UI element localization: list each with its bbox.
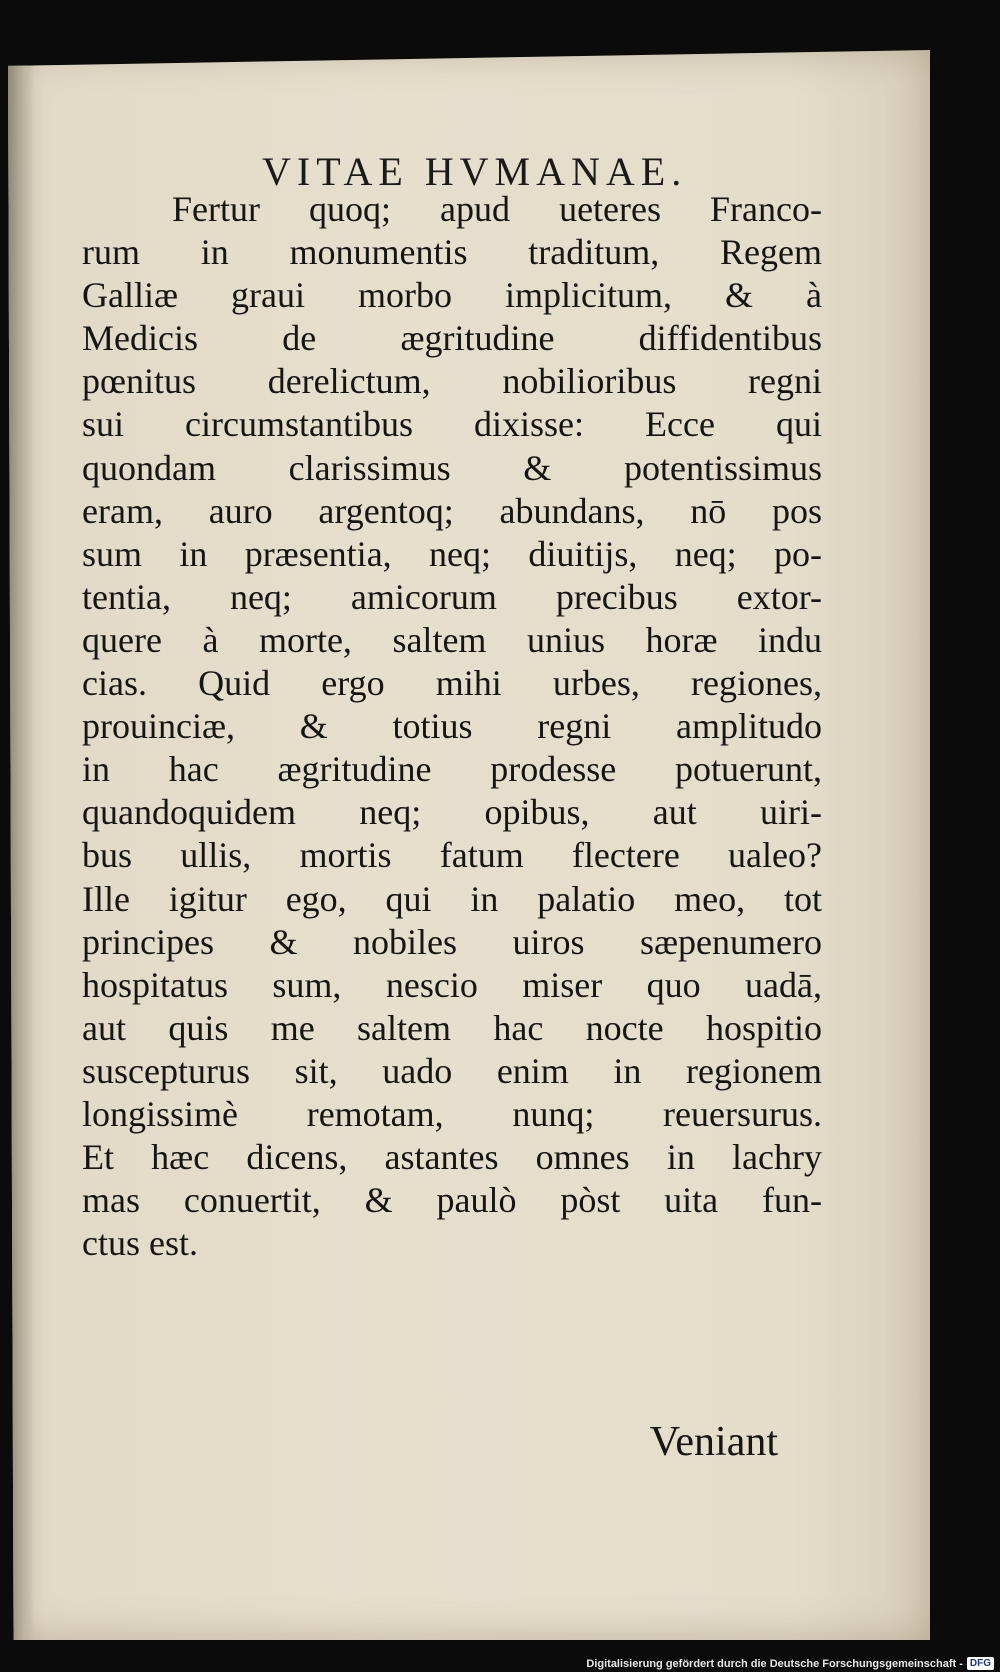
running-head: VITAE HVMANAE. [262,149,688,194]
text-line: pœnitus derelictum, nobilioribus regni [82,361,822,402]
text-line: cias. Quid ergo mihi urbes, regiones, [82,663,822,704]
text-line: eram, auro argentoq; abundans, nō pos [82,490,822,531]
text-line: suscepturus sit, uado enim in regionem [82,1050,822,1091]
text-line: rum in monumentis traditum, Regem [82,232,822,273]
text-line: ctus est. [82,1223,198,1264]
digitization-footer [586,1657,994,1670]
text-line: Medicis de ægritudine diffidentibus [82,318,822,359]
dfg-logo: DFG [967,1657,994,1670]
text-line: Ille igitur ego, qui in palatio meo, tot [82,878,822,919]
text-line: Fertur quoq; apud ueteres Franco- [172,189,822,229]
text-line: tentia, neq; amicorum precibus extor- [82,576,822,617]
text-line: mas conuertit, & paulò pòst uita fun- [82,1180,822,1221]
text-line: aut quis me saltem hac nocte hospitio [82,1007,822,1048]
text-line: Et hæc dicens, astantes omnes in lachry [82,1137,822,1178]
text-line: quandoquidem neq; opibus, aut uiri- [82,792,822,833]
text-line: longissimè remotam, nunq; reuersurus. [82,1093,822,1134]
text-line: prouinciæ, & totius regni amplitudo [82,706,822,747]
body-text [82,188,822,1265]
text-line: quondam clarissimus & potentissimus [82,447,822,488]
page-gutter [8,50,34,1640]
text-line: sum in præsentia, neq; diuitijs, neq; po- [82,533,822,574]
text-line: sui circumstantibus dixisse: Ecce qui [82,404,822,445]
catchword: Veniant [649,1419,778,1465]
footer-text: Digitalisierung gefördert durch die Deutsche Forschungsgemeinschaft - [586,1657,963,1670]
text-line: in hac ægritudine prodesse potuerunt, [82,749,822,790]
text-line: hospitatus sum, nescio miser quo uadā, [82,964,822,1005]
text-line: bus ullis, mortis fatum flectere ualeo? [82,835,822,876]
text-line: principes & nobiles uiros sæpenumero [82,921,822,962]
text-line: Galliæ graui morbo implicitum, & à [82,275,822,316]
text-line: quere à morte, saltem unius horæ indu [82,619,822,660]
